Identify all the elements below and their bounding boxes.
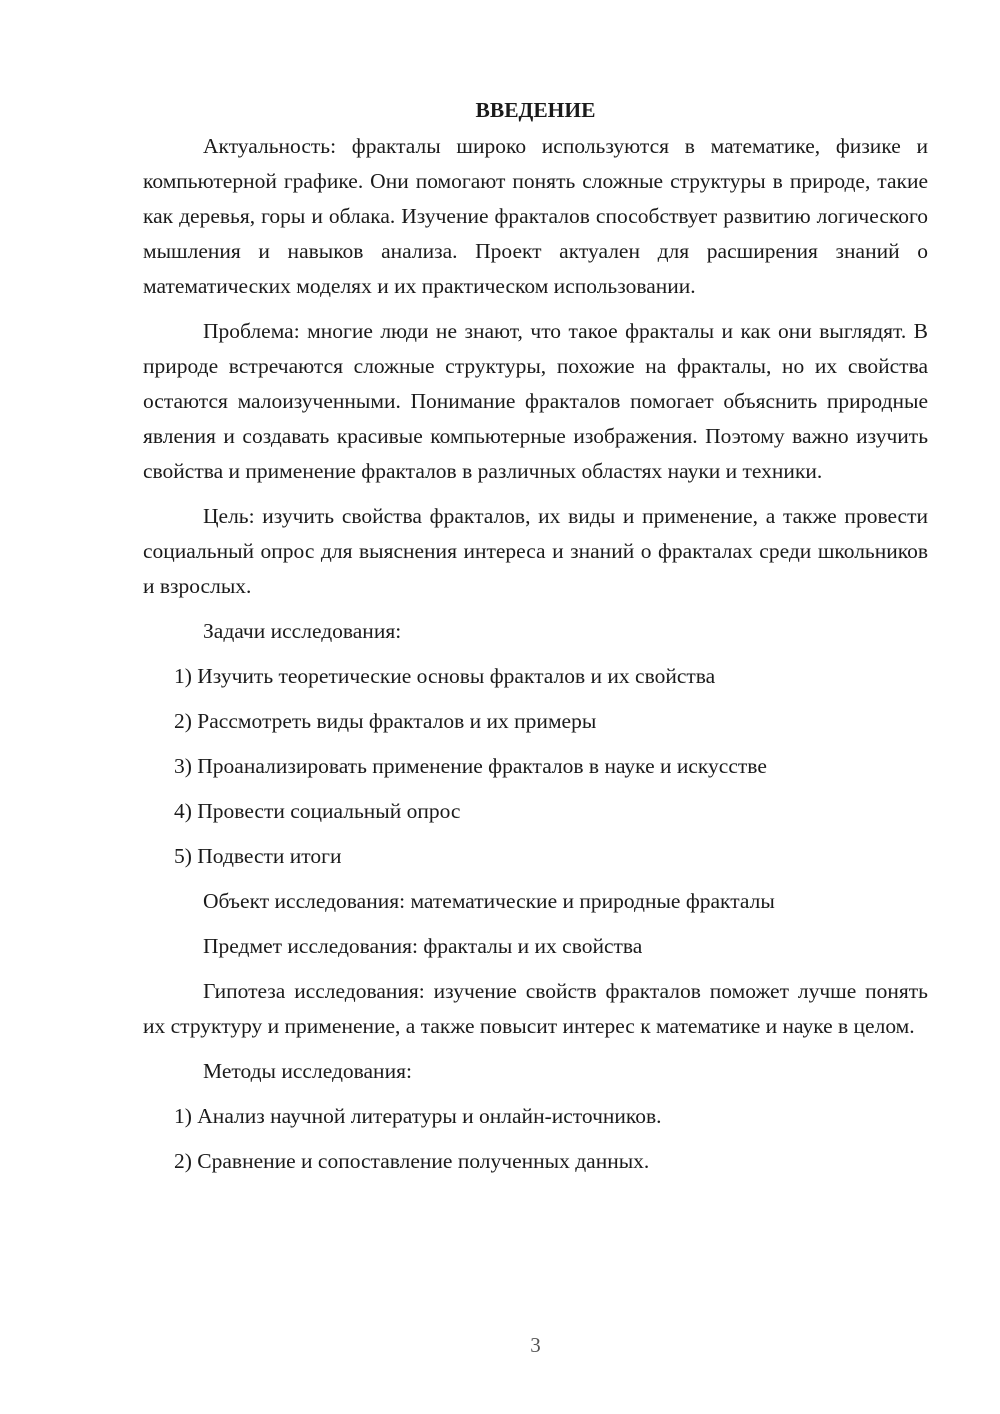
document-page <box>143 95 928 1189</box>
research-subject: Предмет исследования: фракталы и их свойства <box>203 934 643 958</box>
task-item: 4) Провести социальный опрос <box>174 799 461 823</box>
method-item: 1) Анализ научной литературы и онлайн-источников. <box>174 1104 662 1128</box>
tasks-heading: Задачи исследования: <box>203 619 402 643</box>
section-title: ВВЕДЕНИЕ <box>475 98 596 122</box>
methods-heading: Методы исследования: <box>203 1059 412 1083</box>
goal-paragraph: Цель: изучить свойства фракталов, их виды и применение, а также провести социальный опрос для выяснения интереса и знаний о фракталах среди школьников и взрослых. <box>143 504 928 598</box>
research-object: Объект исследования: математические и природные фракталы <box>203 889 775 913</box>
page-number: 3 <box>530 1333 541 1357</box>
method-item: 2) Сравнение и сопоставление полученных данных. <box>174 1149 650 1173</box>
relevance-paragraph: Актуальность: фракталы широко используются в математике, физике и компьютерной графике. Они помогают понять сложные структуры в природе, такие как деревья, горы и облака. Изучение фракталов способствует развитию логического мышления и навыков анализа. Проект актуален для расширения знаний о математических моделях и их практическом использовании. <box>143 134 928 298</box>
problem-paragraph: Проблема: многие люди не знают, что такое фракталы и как они выглядят. В природе встречаются сложные структуры, похожие на фракталы, но их свойства остаются малоизученными. Понимание фракталов помогает объяснить природные явления и создавать красивые компьютерные изображения. Поэтому важно изучить свойства и применение фракталов в различных областях науки и техники. <box>143 319 928 483</box>
task-item: 5) Подвести итоги <box>174 844 342 868</box>
hypothesis-paragraph: Гипотеза исследования: изучение свойств фракталов поможет лучше понять их структуру и применение, а также повысит интерес к математике и науке в целом. <box>143 979 928 1038</box>
task-item: 3) Проанализировать применение фракталов в науке и искусстве <box>174 754 767 778</box>
task-item: 1) Изучить теоретические основы фракталов и их свойства <box>174 664 716 688</box>
task-item: 2) Рассмотреть виды фракталов и их примеры <box>174 709 597 733</box>
